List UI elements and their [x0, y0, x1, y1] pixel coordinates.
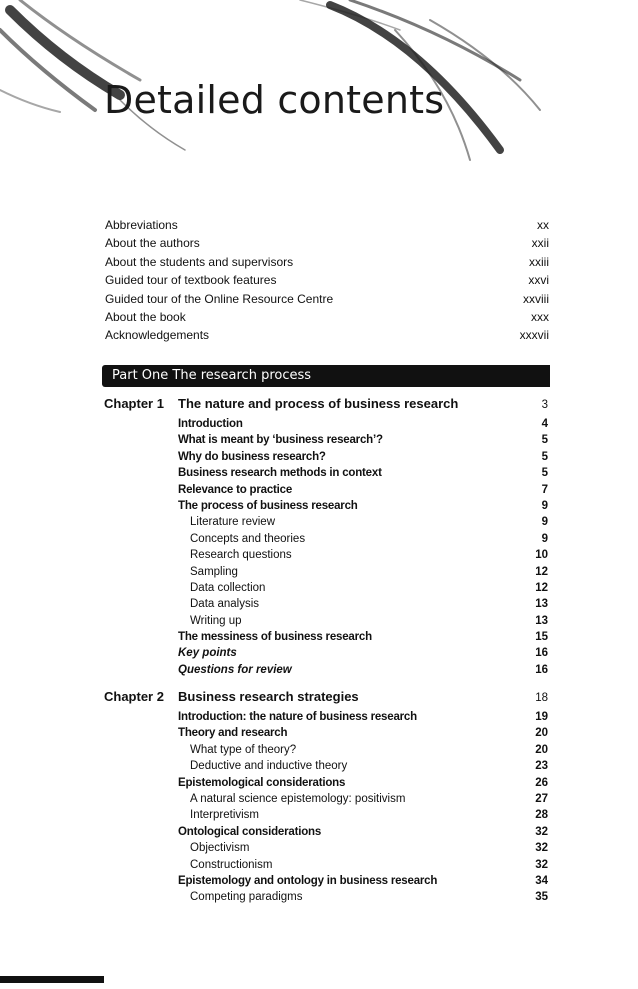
entry-title: Competing paradigms: [190, 891, 303, 904]
entry-title: Questions for review: [178, 663, 292, 676]
chapter-label: Chapter 1: [104, 396, 164, 411]
entry-page: 13: [535, 614, 548, 627]
entry-title: The messiness of business research: [178, 631, 372, 644]
entry-title: Relevance to practice: [178, 483, 293, 496]
toc-entry: [178, 727, 548, 743]
toc-row: [105, 236, 549, 254]
toc-entry: [178, 809, 548, 825]
entry-title: Research questions: [190, 549, 292, 562]
chapter-heading: [104, 396, 548, 418]
entry-title: Introduction: the nature of business research: [178, 711, 417, 723]
toc-entry: [178, 760, 548, 776]
entry-title: Constructionism: [190, 858, 273, 871]
entry-page: 28: [535, 809, 548, 822]
entry-title: Objectivism: [190, 842, 250, 855]
entry-title: Data analysis: [190, 598, 260, 611]
entry-title: Concepts and theories: [190, 532, 306, 545]
toc-title: Guided tour of textbook features: [105, 273, 277, 288]
entry-title: Theory and research: [178, 727, 288, 740]
toc-row: [105, 292, 549, 310]
entry-page: 12: [535, 565, 548, 578]
toc-title: Abbreviations: [105, 218, 178, 232]
toc-title: About the authors: [105, 236, 200, 251]
entry-title: Writing up: [190, 614, 242, 627]
footer-bar: [0, 976, 104, 983]
entry-page: 4: [541, 418, 548, 430]
entry-page: 5: [541, 450, 548, 463]
toc-entry: [178, 647, 548, 663]
chapter-title: Business research strategies: [178, 689, 359, 704]
toc-page: xx: [537, 218, 549, 232]
chapter-heading: [104, 689, 548, 711]
toc-title: About the book: [105, 309, 186, 324]
page-title: Detailed contents: [104, 78, 445, 122]
toc-entry: [178, 891, 548, 907]
front-matter-list: [105, 218, 549, 347]
entry-page: 15: [535, 631, 548, 644]
entry-title: Why do business research?: [178, 450, 326, 463]
toc-page: xxii: [531, 236, 549, 251]
entry-page: 20: [535, 727, 548, 740]
entry-page: 12: [535, 581, 548, 594]
toc-entry: [178, 533, 548, 549]
entry-title: Sampling: [190, 565, 238, 578]
chapter-page: 3: [541, 399, 548, 411]
toc-page: xxviii: [523, 291, 549, 306]
toc-page: xxiii: [529, 254, 549, 269]
toc-entry: [178, 826, 548, 842]
chapter-entries: [178, 418, 548, 680]
entry-title: Epistemological considerations: [178, 776, 346, 789]
toc-entry: [178, 631, 548, 647]
toc-entry: [178, 859, 548, 875]
entry-title: Ontological considerations: [178, 825, 322, 838]
toc-entry: [178, 711, 548, 727]
entry-title: Epistemology and ontology in business research: [178, 874, 438, 887]
entry-title: A natural science epistemology: positivism: [190, 792, 406, 805]
chapter-section: [104, 396, 548, 680]
toc-entry: [178, 418, 548, 434]
chapter-label: Chapter 2: [104, 689, 164, 704]
entry-page: 34: [535, 874, 548, 887]
toc-row: [105, 255, 549, 273]
toc-entry: [178, 598, 548, 614]
toc-entry: [178, 615, 548, 631]
entry-page: 26: [535, 776, 548, 789]
entry-page: 32: [535, 825, 548, 838]
entry-page: 32: [535, 858, 548, 871]
entry-title: Literature review: [190, 516, 276, 529]
toc-entry: [178, 875, 548, 891]
entry-page: 23: [535, 760, 548, 773]
toc-entry: [178, 467, 548, 483]
chapter-title: The nature and process of business research: [178, 396, 459, 411]
toc-title: About the students and supervisors: [105, 254, 294, 269]
entry-page: 16: [535, 647, 548, 660]
toc-page: xxx: [531, 309, 549, 324]
entry-page: 9: [541, 532, 548, 545]
entry-title: The process of business research: [178, 499, 358, 512]
entry-page: 20: [535, 743, 548, 756]
toc-entry: [178, 484, 548, 500]
entry-title: Deductive and inductive theory: [190, 760, 348, 773]
entry-title: Key points: [178, 647, 237, 660]
entry-page: 27: [535, 792, 548, 805]
toc-entry: [178, 516, 548, 532]
toc-entry: [178, 842, 548, 858]
entry-page: 9: [541, 499, 548, 512]
entry-page: 9: [541, 516, 548, 529]
entry-title: Interpretivism: [190, 809, 260, 822]
toc-entry: [178, 744, 548, 760]
entry-page: 10: [535, 549, 548, 562]
entry-page: 35: [535, 891, 548, 904]
chapter-entries: [178, 711, 548, 908]
toc-row: [105, 310, 549, 328]
toc-entry: [178, 664, 548, 680]
entry-page: 19: [535, 711, 548, 723]
toc-entry: [178, 777, 548, 793]
toc-title: Acknowledgements: [105, 328, 210, 343]
toc-entry: [178, 500, 548, 516]
toc-entry: [178, 451, 548, 467]
chapter-page: 18: [535, 692, 548, 704]
entry-page: 16: [535, 663, 548, 676]
toc-entry: [178, 549, 548, 565]
toc-entry: [178, 793, 548, 809]
entry-title: Introduction: [178, 418, 243, 430]
entry-title: What is meant by ‘business research’?: [178, 434, 383, 447]
entry-page: 32: [535, 842, 548, 855]
toc-row: [105, 273, 549, 291]
toc-title: Guided tour of the Online Resource Centre: [105, 291, 334, 306]
entry-title: Business research methods in context: [178, 467, 382, 480]
toc-page: xxvi: [528, 273, 549, 288]
toc-row: [105, 328, 549, 346]
toc-entry: [178, 566, 548, 582]
entry-title: Data collection: [190, 581, 266, 594]
toc-page: xxxvii: [519, 328, 549, 343]
toc-entry: [178, 582, 548, 598]
entry-page: 7: [541, 483, 548, 496]
entry-page: 5: [541, 467, 548, 480]
toc-entry: [178, 434, 548, 450]
entry-page: 13: [535, 598, 548, 611]
toc-row: [105, 218, 549, 236]
entry-page: 5: [541, 434, 548, 447]
part-banner: Part One The research process: [102, 365, 550, 387]
chapter-section: [104, 689, 548, 908]
entry-title: What type of theory?: [190, 743, 297, 756]
